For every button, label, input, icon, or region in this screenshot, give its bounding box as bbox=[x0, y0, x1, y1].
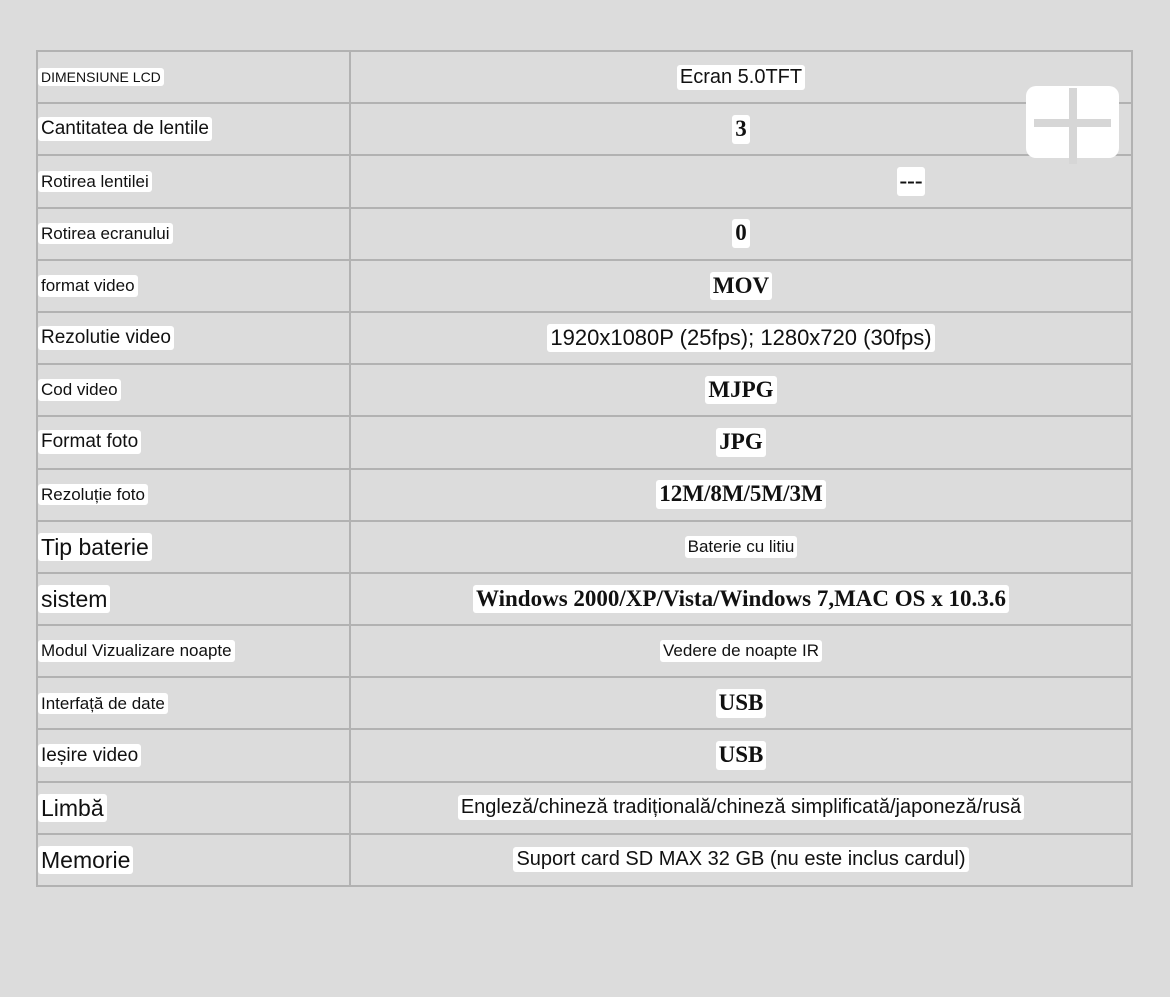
spec-row-video-codec bbox=[38, 365, 1133, 417]
spec-label: Rezoluție foto bbox=[38, 484, 148, 506]
spec-row-language bbox=[38, 783, 1133, 835]
spec-label-cell bbox=[38, 522, 351, 572]
spec-value-cell bbox=[351, 783, 1133, 833]
spec-label: Cantitatea de lentile bbox=[38, 117, 212, 141]
spec-label: Rotirea lentilei bbox=[38, 171, 152, 193]
spec-value-cell bbox=[351, 522, 1133, 572]
spec-label: Modul Vizualizare noapte bbox=[38, 640, 235, 662]
spec-value-cell bbox=[351, 730, 1133, 780]
spec-value: USB bbox=[716, 741, 767, 769]
spec-value-cell bbox=[351, 365, 1133, 415]
spec-value-cell bbox=[351, 209, 1133, 259]
spec-value-cell bbox=[351, 417, 1133, 467]
spec-row-photo-format bbox=[38, 417, 1133, 469]
spec-value: 3 bbox=[732, 115, 750, 143]
spec-label: Cod video bbox=[38, 379, 121, 401]
spec-value: Suport card SD MAX 32 GB (nu este inclus cardul) bbox=[513, 847, 968, 872]
spec-label-cell bbox=[38, 52, 351, 102]
spec-label-cell bbox=[38, 104, 351, 154]
plus-icon[interactable] bbox=[1026, 86, 1119, 158]
spec-row-video-format bbox=[38, 261, 1133, 313]
spec-value: 0 bbox=[732, 219, 750, 247]
spec-value-cell bbox=[351, 626, 1133, 676]
spec-value: Vedere de noapte IR bbox=[660, 640, 822, 662]
spec-label: Rotirea ecranului bbox=[38, 223, 173, 245]
spec-value: Ecran 5.0TFT bbox=[677, 65, 805, 90]
spec-value: Engleză/chineză tradițională/chineză simplificată/japoneză/rusă bbox=[458, 795, 1024, 820]
spec-value: USB bbox=[716, 689, 767, 717]
spec-label-cell bbox=[38, 261, 351, 311]
spec-label: DIMENSIUNE LCD bbox=[38, 68, 164, 86]
spec-value-cell bbox=[351, 156, 1133, 206]
spec-label-cell bbox=[38, 626, 351, 676]
spec-value: Windows 2000/XP/Vista/Windows 7,MAC OS x 10.3.6 bbox=[473, 585, 1009, 613]
spec-label-cell bbox=[38, 783, 351, 833]
spec-label: Limbă bbox=[38, 794, 107, 822]
spec-label: Memorie bbox=[38, 846, 133, 874]
spec-row-battery bbox=[38, 522, 1133, 574]
spec-label-cell bbox=[38, 313, 351, 363]
spec-value-cell bbox=[351, 313, 1133, 363]
spec-label-cell bbox=[38, 209, 351, 259]
spec-label-cell bbox=[38, 470, 351, 520]
spec-row-lens-rotation bbox=[38, 156, 1133, 208]
spec-label-cell bbox=[38, 574, 351, 624]
spec-label-cell bbox=[38, 678, 351, 728]
spec-value: Baterie cu litiu bbox=[685, 536, 798, 558]
spec-label-cell bbox=[38, 156, 351, 206]
spec-row-lcd bbox=[38, 52, 1133, 104]
spec-value-cell bbox=[351, 470, 1133, 520]
spec-row-video-resolution bbox=[38, 313, 1133, 365]
spec-table bbox=[36, 50, 1133, 887]
spec-value-cell bbox=[351, 261, 1133, 311]
spec-label-cell bbox=[38, 365, 351, 415]
spec-label: Ieșire video bbox=[38, 744, 141, 768]
spec-row-data-interface bbox=[38, 678, 1133, 730]
spec-row-system bbox=[38, 574, 1133, 626]
spec-label: format video bbox=[38, 275, 138, 297]
spec-value-cell bbox=[351, 835, 1133, 885]
spec-row-video-output bbox=[38, 730, 1133, 782]
spec-row-lens-count bbox=[38, 104, 1133, 156]
spec-row-screen-rotation bbox=[38, 209, 1133, 261]
spec-value: 1920x1080P (25fps); 1280x720 (30fps) bbox=[547, 324, 934, 351]
spec-row-night-vision bbox=[38, 626, 1133, 678]
spec-label: Interfață de date bbox=[38, 693, 168, 715]
spec-label: Tip baterie bbox=[38, 533, 152, 561]
spec-value-cell bbox=[351, 52, 1133, 102]
spec-label: sistem bbox=[38, 585, 110, 613]
spec-value: --- bbox=[897, 167, 926, 195]
spec-value-cell bbox=[351, 104, 1133, 154]
spec-label: Format foto bbox=[38, 430, 141, 454]
spec-value-cell bbox=[351, 678, 1133, 728]
spec-label: Rezolutie video bbox=[38, 326, 174, 350]
spec-value: 12M/8M/5M/3M bbox=[656, 480, 826, 508]
spec-label-cell bbox=[38, 730, 351, 780]
spec-label-cell bbox=[38, 835, 351, 885]
spec-row-photo-resolution bbox=[38, 470, 1133, 522]
spec-value: MJPG bbox=[705, 376, 776, 404]
spec-value: JPG bbox=[716, 428, 765, 456]
spec-row-memory bbox=[38, 835, 1133, 887]
spec-label-cell bbox=[38, 417, 351, 467]
spec-value: MOV bbox=[710, 272, 772, 300]
spec-value-cell bbox=[351, 574, 1133, 624]
